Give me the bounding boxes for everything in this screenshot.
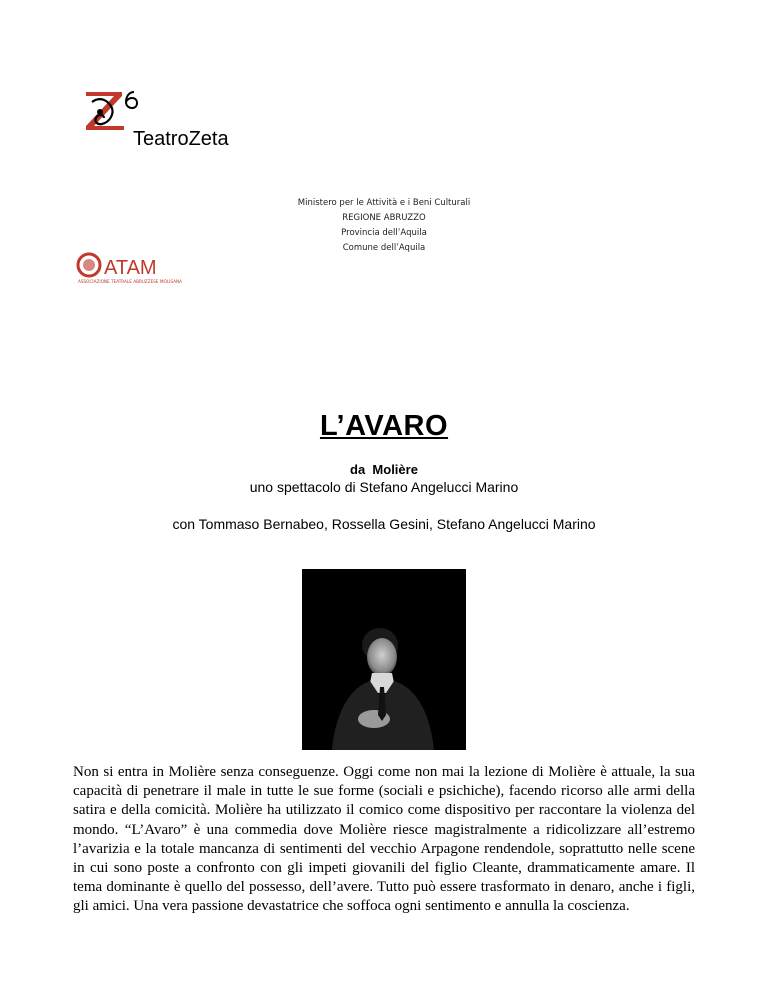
atam-logo-subtext: ASSOCIAZIONE TEATRALE ABRUZZESE MOLISANA bbox=[78, 279, 182, 284]
atam-logo-icon bbox=[76, 252, 216, 286]
institution-ministry: Ministero per le Attività e i Beni Culturali bbox=[297, 198, 471, 208]
atam-logo-text: ATAM bbox=[104, 257, 157, 279]
show-title: L’AVARO bbox=[319, 410, 449, 442]
institution-province: Provincia dell’Aquila bbox=[341, 228, 427, 238]
institution-comune: Comune dell’Aquila bbox=[342, 243, 426, 253]
company-name: TeatroZeta bbox=[133, 128, 229, 150]
institution-region: REGIONE ABRUZZO bbox=[342, 213, 426, 223]
actor-portrait-photo bbox=[302, 569, 466, 750]
body-paragraph: Non si entra in Molière senza conseguenze. Oggi come non mai la lezione di Molière è attuale, la sua capacità di penetrare il male in tutte le sue forme (sociali e psichiche), facendo ricorso alle armi della satira e della comicità. Molière ha utilizzato il comico come dispositivo per raccontare la violenza del mondo. “L’Avaro” è una commedia dove Molière riesce magistralmente a ridicolizzare all’estremo l’avarizia e la totale mancanza di sentimenti del vecchio Arpagone rendendole, soprattutto nelle scene in cui sono poste a confronto con gli impeti giovanili del figlio Cleante, drammaticamente amare. Il tema dominante è quello del possesso, dell’avere. Tutto può essere trasformato in denaro, anche i figli, gli amici. Una vera passione devastatrice che soffoca ogni sentimento e annulla la coscienza. bbox=[73, 764, 695, 915]
teatrozeta-logo-icon bbox=[82, 88, 140, 132]
institutions-list bbox=[0, 196, 768, 256]
author-line: da Molière bbox=[350, 462, 418, 477]
cast-line: con Tommaso Bernabeo, Rossella Gesini, Stefano Angelucci Marino bbox=[172, 516, 596, 532]
show-subtitle: uno spettacolo di Stefano Angelucci Marino bbox=[249, 479, 519, 495]
